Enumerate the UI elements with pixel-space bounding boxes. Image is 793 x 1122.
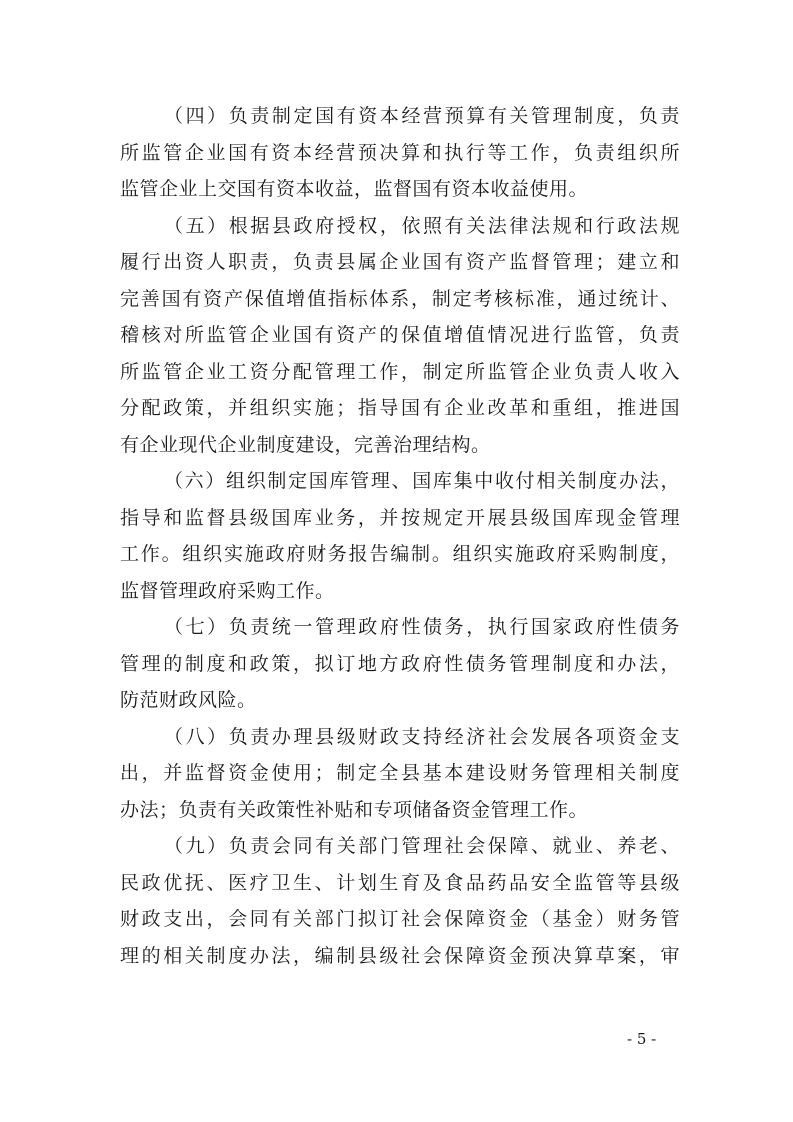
paragraph-9-line-1: （九）负责会同有关部门管理社会保障、就业、养老、	[164, 835, 680, 857]
paragraph-4-line-1: （四）负责制定国有资本经营预算有关管理制度，负责	[164, 105, 680, 127]
paragraph-6-line-4: 监督管理政府采购工作。	[120, 579, 335, 602]
paragraph-8-line-3: 办法；负责有关政策性补贴和专项储备资金管理工作。	[120, 798, 589, 821]
paragraph-5-line-6: 分配政策，并组织实施；指导国有企业改革和重组，推进国	[120, 397, 680, 419]
paragraph-5-line-1: （五）根据县政府授权，依照有关法律法规和行政法规	[164, 214, 680, 237]
paragraph-7-line-2: 管理的制度和政策，拟订地方政府性债务管理制度和办法，	[120, 652, 680, 675]
paragraph-5-line-2: 履行出资人职责，负责县属企业国有资产监督管理；建立和	[120, 251, 680, 273]
paragraph-4-line-2: 所监管企业国有资本经营预决算和执行等工作，负责组织所	[120, 141, 680, 164]
body-text	[120, 98, 680, 974]
paragraph-6-line-2: 指导和监督县级国库业务，并按规定开展县级国库现金管理	[120, 506, 680, 529]
paragraph-7-line-1: （七）负责统一管理政府性债务，执行国家政府性债务	[164, 616, 680, 638]
paragraph-5-line-5: 所监管企业工资分配管理工作，制定所监管企业负责人收入	[120, 360, 680, 383]
paragraph-5-line-4: 稽核对所监管企业国有资产的保值增值情况进行监管，负责	[120, 324, 680, 346]
paragraph-5-line-3: 完善国有资产保值增值指标体系，制定考核标准，通过统计、	[120, 287, 680, 310]
paragraph-9-line-3: 财政支出，会同有关部门拟订社会保障资金（基金）财务管	[120, 908, 680, 930]
paragraph-9-line-2: 民政优抚、医疗卫生、计划生育及食品药品安全监管等县级	[120, 871, 680, 894]
page-number: - 5 -	[627, 1030, 657, 1048]
paragraph-5-line-7: 有企业现代企业制度建设，完善治理结构。	[120, 433, 491, 456]
paragraph-4-line-3: 监管企业上交国有资本收益，监督国有资本收益使用。	[120, 178, 589, 200]
paragraph-7-line-3: 防范财政风险。	[120, 689, 257, 711]
paragraph-6-line-1: （六）组织制定国库管理、国库集中收付相关制度办法，	[164, 470, 680, 492]
paragraph-9-line-4: 理的相关制度办法，编制县级社会保障资金预决算草案，审	[120, 944, 680, 967]
paragraph-8-line-1: （八）负责办理县级财政支持经济社会发展各项资金支	[164, 725, 680, 748]
paragraph-8-line-2: 出，并监督资金使用；制定全县基本建设财务管理相关制度	[120, 762, 680, 784]
paragraph-6-line-3: 工作。组织实施政府财务报告编制。组织实施政府采购制度，	[120, 543, 680, 565]
